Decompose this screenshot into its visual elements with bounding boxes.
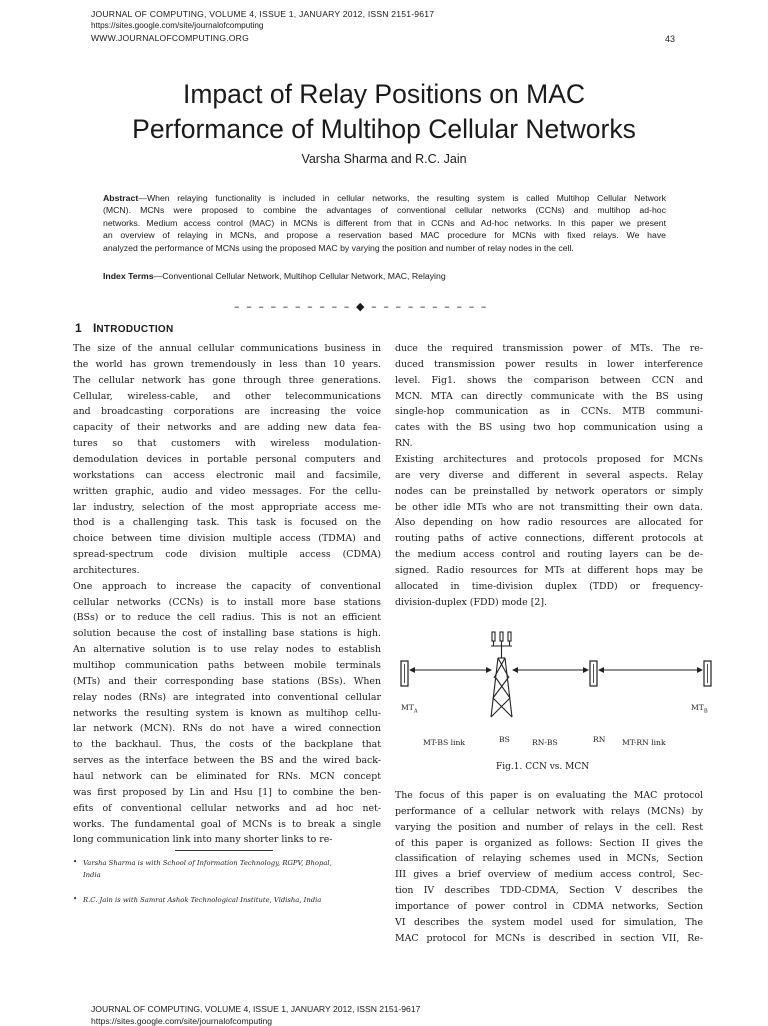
- footer-journal-line: JOURNAL OF COMPUTING, VOLUME 4, ISSUE 1, JANUARY 2012, ISSN 2151-9617: [91, 1004, 421, 1014]
- body-text-line: cellular networks (CCNs) is to install more base stations: [73, 596, 381, 608]
- body-text-line: routing paths of active connections, different protocols at: [395, 533, 703, 545]
- body-text-line: MAC protocol for MCNs is described in section VII, Re-: [395, 932, 703, 944]
- journal-header-line: JOURNAL OF COMPUTING, VOLUME 4, ISSUE 1, JANUARY 2012, ISSN 2151-9617: [91, 9, 435, 19]
- body-text-line: signed. Radio resources for MTs at different hops may be: [395, 564, 703, 576]
- figure-label-mt-rn-link: MT-RN link: [622, 738, 666, 747]
- body-text-line: Also depending on how radio resources are allocated for: [395, 517, 703, 529]
- body-text-line: An alternative solution is to use relay nodes to establish: [73, 644, 381, 656]
- body-text-line: multihop communication paths between mobile terminals: [73, 660, 381, 671]
- journal-url-link[interactable]: https://sites.google.com/site/journalofcomputing: [91, 21, 264, 30]
- figure-ccn-vs-mcn: [395, 628, 715, 753]
- body-text-line: tion IV describes TDD-CDMA, Section V describes the: [395, 885, 703, 897]
- body-text-line: and broadcasting corporations are increasing the voice: [73, 406, 381, 418]
- footer-url-link[interactable]: https://sites.google.com/site/journalofcomputing: [91, 1016, 273, 1026]
- page-number: 43: [665, 34, 676, 44]
- body-text-line: architectures.: [73, 564, 140, 576]
- figure-label-bs: BS: [499, 735, 510, 744]
- body-text-line: level. Fig1. shows the comparison between CCN and: [395, 374, 703, 386]
- body-text-line: haul network can be eliminated for RNs. MCN concept: [73, 770, 381, 782]
- body-text-line: was first proposed by Lin and Hsu [1] to combine the ben-: [73, 786, 381, 798]
- body-text-line: duced transmission power results in lower interference: [395, 358, 703, 370]
- abstract-label: Abstract: [103, 193, 139, 203]
- body-text-line: spread-spectrum code division multiple access (CDMA): [73, 549, 381, 561]
- body-text-line: be other idle MTs who are not transmitting their own data.: [395, 501, 703, 513]
- body-text-line: The focus of this paper is on evaluating the MAC protocol: [395, 790, 703, 801]
- body-text-line: (BSs) or to reduce the cell radius. This is not an efficient: [73, 612, 381, 624]
- body-text-line: long communication link into many shorter links to re-: [73, 834, 333, 846]
- abstract-line: (MCN). MCNs were proposed to combine the advantages of conventional cellular networks (CCNs) and multihop ad-hoc: [103, 205, 666, 216]
- figure-label-rn-bs: RN-BS: [532, 738, 558, 747]
- body-text-line: of this paper is organized as follows: Section II gives the: [395, 837, 703, 849]
- body-text-line: III gives a brief overview of medium access control, Sec-: [395, 869, 703, 881]
- figure-caption: Fig.1. CCN vs. MCN: [496, 762, 590, 772]
- body-text-line: the world has grown tremendously in less than 10 years.: [73, 358, 381, 370]
- body-text-line: are very diverse and different in several aspects. Relay: [395, 469, 703, 481]
- paper-authors: Varsha Sharma and R.C. Jain: [301, 152, 467, 166]
- body-text-line: importance of power control in CDMA networks, Section: [395, 900, 703, 912]
- body-text-line: the medium access control and routing layers can be de-: [395, 549, 703, 561]
- section-title-rest: NTRODUCTION: [96, 324, 174, 335]
- section-initial: I: [93, 321, 97, 335]
- footnote-rule: [175, 850, 273, 851]
- mt-b-device: [704, 661, 711, 686]
- body-text-line: RN.: [395, 438, 413, 450]
- footnote-text: India: [83, 871, 101, 879]
- section-number: 1: [75, 321, 82, 335]
- body-text-line: Existing architectures and protocols proposed for MCNs: [395, 453, 703, 465]
- body-text-line: VI describes the system model used for simulation, The: [395, 916, 703, 928]
- paper-title-line-1: Impact of Relay Positions on MAC: [182, 79, 586, 109]
- body-text-line: written graphic, audio and video messages. For the cellu-: [73, 485, 381, 497]
- body-text-line: varying the position and number of relays in the cell. Rest: [395, 821, 703, 833]
- body-text-line: The size of the annual cellular communications business in: [73, 343, 381, 354]
- figure-label-mt-b: $MT_B$: [691, 703, 708, 715]
- body-text-line: One approach to increase the capacity of conventional: [73, 580, 381, 592]
- figure-label-mt-a: $MT_A$: [401, 703, 418, 715]
- index-terms-label: Index Terms: [103, 271, 154, 281]
- section-divider: – – – – – – – – – – ◆ – – – – – – – – – –: [234, 300, 488, 313]
- body-text-line: classification of relaying schemes used in MCNs, Section: [395, 853, 703, 865]
- footnote-text: R.C. Jain is with Samrat Ashok Technological Institute, Vidisha, India: [83, 896, 322, 904]
- body-text-line: cates with the BS using two hop communication using a: [395, 422, 703, 434]
- abstract-line: analyzed the performance of MCNs using the proposed MAC by varying the position and number of relay nodes in the cell.: [103, 242, 574, 253]
- footnote-bullet: •: [73, 895, 78, 903]
- body-text-line: allocated in time-division duplex (TDD) or frequency-: [395, 580, 703, 592]
- body-text-line: works. The fundamental goal of MCNs is to break a single: [73, 818, 381, 830]
- figure-label-mt-bs-link: MT-BS link: [423, 738, 465, 747]
- bs-tower-icon: [491, 632, 512, 717]
- body-text-line: division-duplex (FDD) mode [2].: [395, 596, 547, 608]
- body-text-line: performance of a cellular network with relays (MCNs) by: [395, 805, 703, 817]
- body-text-line: lar industry, selection of the most appropriate access me-: [73, 501, 381, 513]
- abstract-line: Abstract—When relaying functionality is included in cellular networks, the resulting system is called Multihop Cellular Network: [103, 193, 666, 203]
- body-text-line: thod is a challenging task. This task is focused on the: [73, 517, 381, 529]
- section-heading: [75, 321, 174, 335]
- body-text-line: workstations can access electronic mail and facsimile,: [73, 469, 381, 481]
- body-text-line: nodes can be preinstalled by network operators or simply: [395, 485, 703, 497]
- body-text-line: lar network (MCN). RNs do not have a wired connection: [73, 723, 381, 735]
- body-text-line: solution because the cost of installing base stations is high.: [73, 628, 381, 640]
- body-text-line: efits of conventional cellular networks and ad hoc net-: [73, 802, 381, 814]
- body-text-line: to the backhaul. Thus, the costs of the backplane that: [73, 739, 381, 751]
- body-text-line: serves as the interface between the BS and the wired back-: [73, 755, 381, 767]
- paper-title-line-2: Performance of Multihop Cellular Networks: [132, 114, 636, 144]
- abstract-line: an overview of relaying in MCNs, and propose a reservation based MAC procedure for MCNs with fixed relays. We have: [103, 230, 666, 241]
- body-text-line: (MTs) and their corresponding base stations (BSs). When: [73, 675, 381, 687]
- abstract-line: networks. Medium access control (MAC) in MCNs is different from that in CCNs and Ad-hoc networks. In this paper we present: [103, 217, 666, 228]
- footnote-text: Varsha Sharma is with School of Information Technology, RGPV, Bhopal,: [83, 859, 332, 867]
- body-text-line: duce the required transmission power of MTs. The re-: [395, 343, 703, 354]
- body-text-line: choice between time division multiple access (TDMA) and: [73, 533, 381, 545]
- body-text-line: MCN. MTA can directly communicate with the BS using: [395, 390, 703, 402]
- figure-label-rn: RN: [593, 735, 606, 744]
- body-text-line: single-hop communication as in CCNs. MTB communi-: [395, 406, 703, 418]
- body-text-line: networks the resulting system is known as multihop cellu-: [73, 707, 381, 719]
- footnote-bullet: •: [73, 858, 78, 866]
- body-text-line: capacity of their networks and are adding new data fea-: [73, 422, 381, 434]
- journal-site: WWW.JOURNALOFCOMPUTING.ORG: [91, 33, 249, 43]
- body-text-line: The cellular network has gone through three generations.: [73, 374, 381, 386]
- index-terms: Index Terms—Conventional Cellular Network, Multihop Cellular Network, MAC, Relaying: [103, 271, 446, 281]
- body-text-line: tures so that customers with wireless modulation-: [73, 438, 381, 450]
- rn-device: [590, 661, 597, 686]
- body-text-line: relay nodes (RNs) are integrated into conventional cellular: [73, 691, 381, 703]
- body-text-line: demodulation devices in portable personal computers and: [73, 453, 381, 465]
- body-text-line: Cellular, wireless-cable, and other telecommunications: [73, 390, 381, 402]
- mt-a-device: [401, 661, 408, 686]
